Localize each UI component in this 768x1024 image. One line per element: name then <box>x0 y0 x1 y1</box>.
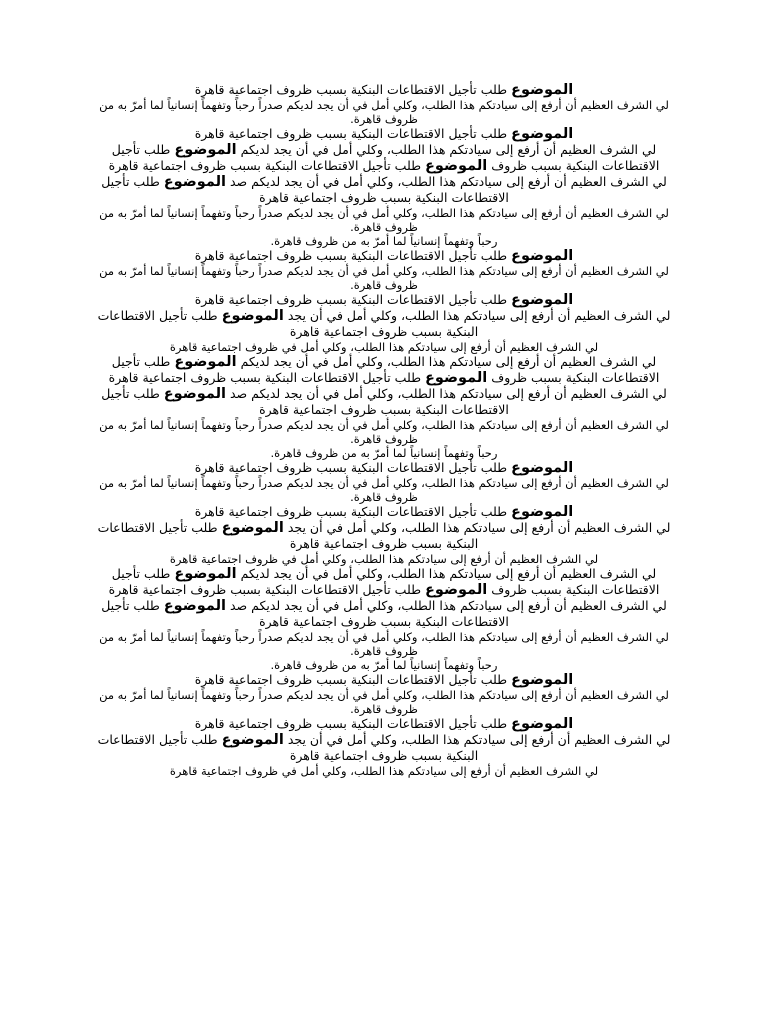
request-fragment: لي الشرف العظيم أن أرفع إلى سيادتكم هذا الطلب، وكلي أمل في أن يجد لديكم صد <box>230 174 667 189</box>
closing-fragment: رحباً وتفهماً إنسانياً لما أمرّ به من ظروف قاهرة. <box>270 234 498 248</box>
subject-text: طلب تأجيل الاقتطاعات البنكية بسبب ظروف اجتماعية قاهرة <box>194 126 508 141</box>
subject-text: طلب تأجيل الاقتطاعات البنكية بسبب ظروف اجتماعية قاهرة <box>108 158 422 173</box>
subject-keyword: الموضوع <box>511 672 574 688</box>
subject-text: طلب تأجيل الاقتطاعات البنكية بسبب ظروف اجتماعية قاهرة <box>194 504 508 519</box>
subject-text: طلب تأجيل الاقتطاعات البنكية بسبب ظروف اجتماعية قاهرة <box>194 82 508 97</box>
short-request: لي الشرف العظيم أن أرفع إلى سيادتكم هذا الطلب، وكلي أمل في ظروف اجتماعية قاهرة <box>169 764 599 778</box>
document-body <box>96 82 672 778</box>
request-fragment: لي الشرف العظيم أن أرفع إلى سيادتكم هذا الطلب، وكلي أمل في أن يجد <box>287 308 671 323</box>
subject-keyword: الموضوع <box>163 386 227 402</box>
subject-fragment: طلب تأجيل <box>159 308 218 323</box>
merged-paragraph <box>96 142 672 174</box>
subject-text: طلب تأجيل الاقتطاعات البنكية بسبب ظروف اجتماعية قاهرة <box>108 370 422 385</box>
short-request: لي الشرف العظيم أن أرفع إلى سيادتكم هذا الطلب، وكلي أمل في ظروف اجتماعية قاهرة <box>169 552 599 566</box>
subject-line <box>96 248 672 264</box>
subject-keyword: الموضوع <box>511 504 574 520</box>
request-fragment: لي الشرف العظيم أن أرفع إلى سيادتكم هذا الطلب، وكلي أمل في أن يجد لديكم <box>240 566 657 581</box>
subject-keyword: الموضوع <box>511 248 574 264</box>
subject-fragment: طلب تأجيل <box>159 732 218 747</box>
request-paragraph: لي الشرف العظيم أن أرفع إلى سيادتكم هذا الطلب، وكلي أمل في أن يجد لديكم صدراً رحباً وتفهماً إنسانياً لما أمرّ به من ظروف قاهرة. <box>99 206 669 234</box>
request-paragraph: لي الشرف العظيم أن أرفع إلى سيادتكم هذا الطلب، وكلي أمل في أن يجد لديكم صدراً رحباً وتفهماً إنسانياً لما أمرّ به من ظروف قاهرة. <box>99 630 669 658</box>
subject-fragment: طلب تأجيل <box>111 566 171 581</box>
merged-paragraph <box>96 598 672 630</box>
merged-paragraph <box>96 174 672 206</box>
request-fragment: لي الشرف العظيم أن أرفع إلى سيادتكم هذا الطلب، وكلي أمل في أن يجد لديكم صد <box>230 598 667 613</box>
subject-text: طلب تأجيل الاقتطاعات البنكية بسبب ظروف اجتماعية قاهرة <box>194 672 508 687</box>
subject-fragment: طلب تأجيل <box>101 598 160 613</box>
subject-keyword: الموضوع <box>221 308 284 324</box>
merged-paragraph <box>96 520 672 552</box>
closing-fragment: رحباً وتفهماً إنسانياً لما أمرّ به من ظروف قاهرة. <box>270 446 498 460</box>
short-request: لي الشرف العظيم أن أرفع إلى سيادتكم هذا الطلب، وكلي أمل في ظروف اجتماعية قاهرة <box>169 340 599 354</box>
subject-fragment: الاقتطاعات البنكية بسبب ظروف اجتماعية قاهرة <box>97 520 479 551</box>
subject-keyword: الموضوع <box>511 716 574 732</box>
subject-fragment: الاقتطاعات البنكية بسبب ظروف <box>491 158 660 173</box>
subject-keyword: الموضوع <box>163 598 227 614</box>
subject-line <box>96 82 672 98</box>
subject-fragment: الاقتطاعات البنكية بسبب ظروف اجتماعية قاهرة <box>97 308 479 339</box>
subject-fragment: الاقتطاعات البنكية بسبب ظروف <box>491 370 660 385</box>
request-fragment: لي الشرف العظيم أن أرفع إلى سيادتكم هذا الطلب، وكلي أمل في أن يجد <box>287 520 671 535</box>
subject-line <box>96 126 672 142</box>
request-fragment: لي الشرف العظيم أن أرفع إلى سيادتكم هذا الطلب، وكلي أمل في أن يجد لديكم صد <box>230 386 667 401</box>
subject-keyword: الموضوع <box>511 82 574 98</box>
request-paragraph: لي الشرف العظيم أن أرفع إلى سيادتكم هذا الطلب، وكلي أمل في أن يجد لديكم صدراً رحباً وتفهماً إنسانياً لما أمرّ به من ظروف قاهرة. <box>99 476 669 504</box>
request-fragment: لي الشرف العظيم أن أرفع إلى سيادتكم هذا الطلب، وكلي أمل في أن يجد لديكم <box>240 354 657 369</box>
subject-keyword: الموضوع <box>174 566 237 582</box>
request-paragraph: لي الشرف العظيم أن أرفع إلى سيادتكم هذا الطلب، وكلي أمل في أن يجد لديكم صدراً رحباً وتفهماً إنسانياً لما أمرّ به من ظروف قاهرة. <box>99 98 669 126</box>
request-paragraph: لي الشرف العظيم أن أرفع إلى سيادتكم هذا الطلب، وكلي أمل في أن يجد لديكم صدراً رحباً وتفهماً إنسانياً لما أمرّ به من ظروف قاهرة. <box>99 264 669 292</box>
subject-line <box>96 460 672 476</box>
subject-keyword: الموضوع <box>511 460 574 476</box>
request-fragment: لي الشرف العظيم أن أرفع إلى سيادتكم هذا الطلب، وكلي أمل في أن يجد لديكم <box>240 142 657 157</box>
merged-paragraph <box>96 308 672 340</box>
subject-line <box>96 292 672 308</box>
subject-fragment: طلب تأجيل <box>101 386 160 401</box>
subject-keyword: الموضوع <box>174 354 237 370</box>
subject-keyword: الموضوع <box>425 582 488 598</box>
subject-keyword: الموضوع <box>163 174 227 190</box>
subject-text: طلب تأجيل الاقتطاعات البنكية بسبب ظروف اجتماعية قاهرة <box>108 582 422 597</box>
subject-fragment: الاقتطاعات البنكية بسبب ظروف اجتماعية قاهرة <box>259 614 509 629</box>
subject-keyword: الموضوع <box>221 520 284 536</box>
subject-fragment: الاقتطاعات البنكية بسبب ظروف <box>491 582 660 597</box>
subject-keyword: الموضوع <box>174 142 237 158</box>
subject-keyword: الموضوع <box>221 732 284 748</box>
subject-text: طلب تأجيل الاقتطاعات البنكية بسبب ظروف اجتماعية قاهرة <box>194 460 508 475</box>
merged-paragraph <box>96 354 672 386</box>
merged-paragraph <box>96 732 672 764</box>
subject-fragment: طلب تأجيل <box>111 354 171 369</box>
subject-text: طلب تأجيل الاقتطاعات البنكية بسبب ظروف اجتماعية قاهرة <box>194 716 508 731</box>
merged-paragraph <box>96 566 672 598</box>
subject-line <box>96 504 672 520</box>
request-fragment: لي الشرف العظيم أن أرفع إلى سيادتكم هذا الطلب، وكلي أمل في أن يجد <box>287 732 671 747</box>
subject-keyword: الموضوع <box>425 370 488 386</box>
subject-fragment: الاقتطاعات البنكية بسبب ظروف اجتماعية قاهرة <box>259 190 509 205</box>
subject-fragment: طلب تأجيل <box>111 142 171 157</box>
subject-line <box>96 672 672 688</box>
subject-fragment: طلب تأجيل <box>159 520 218 535</box>
subject-text: طلب تأجيل الاقتطاعات البنكية بسبب ظروف اجتماعية قاهرة <box>194 248 508 263</box>
subject-keyword: الموضوع <box>511 292 574 308</box>
subject-fragment: الاقتطاعات البنكية بسبب ظروف اجتماعية قاهرة <box>97 732 479 763</box>
request-paragraph: لي الشرف العظيم أن أرفع إلى سيادتكم هذا الطلب، وكلي أمل في أن يجد لديكم صدراً رحباً وتفهماً إنسانياً لما أمرّ به من ظروف قاهرة. <box>99 418 669 446</box>
subject-fragment: الاقتطاعات البنكية بسبب ظروف اجتماعية قاهرة <box>259 402 509 417</box>
subject-line <box>96 716 672 732</box>
request-paragraph: لي الشرف العظيم أن أرفع إلى سيادتكم هذا الطلب، وكلي أمل في أن يجد لديكم صدراً رحباً وتفهماً إنسانياً لما أمرّ به من ظروف قاهرة. <box>99 688 669 716</box>
subject-fragment: طلب تأجيل <box>101 174 160 189</box>
subject-keyword: الموضوع <box>511 126 574 142</box>
merged-paragraph <box>96 386 672 418</box>
closing-fragment: رحباً وتفهماً إنسانياً لما أمرّ به من ظروف قاهرة. <box>270 658 498 672</box>
subject-text: طلب تأجيل الاقتطاعات البنكية بسبب ظروف اجتماعية قاهرة <box>194 292 508 307</box>
subject-keyword: الموضوع <box>425 158 488 174</box>
